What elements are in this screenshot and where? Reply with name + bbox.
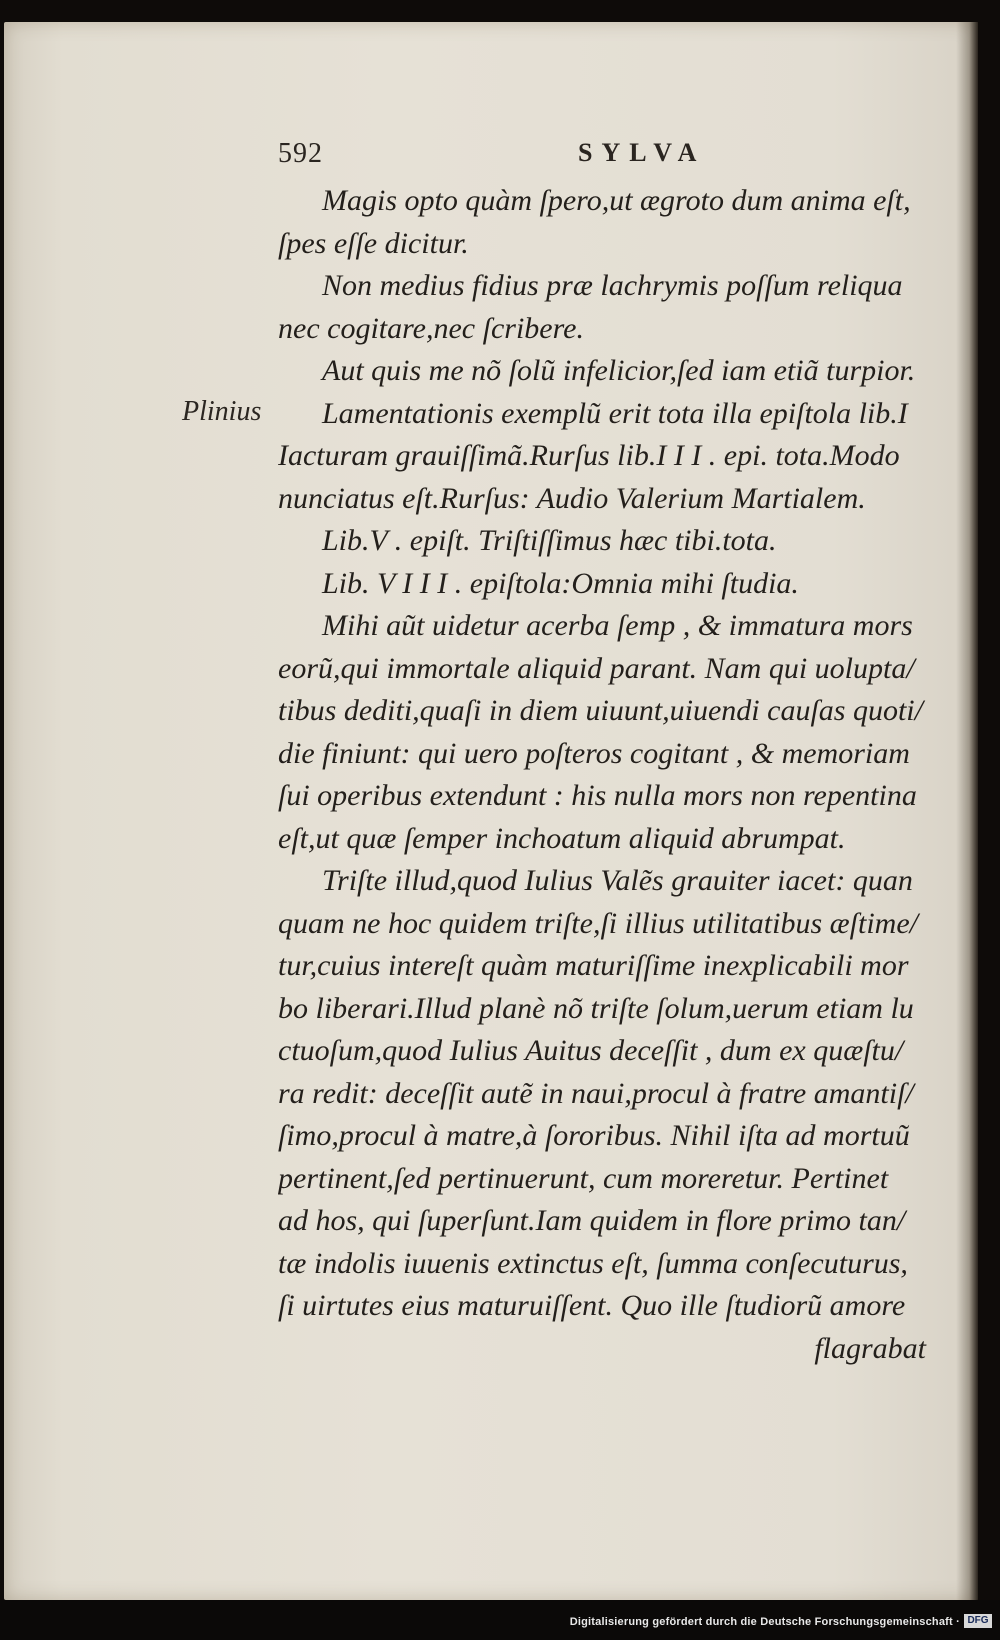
body-text [278, 180, 964, 1370]
text-line: Mihi aũt uidetur acerba ſemp , & immatura mors [322, 609, 913, 642]
footer-bar [0, 1600, 1000, 1640]
text-line: ſui operibus extendunt : his nulla mors non repentina [278, 779, 917, 812]
text-line: nec cogitare,nec ſcribere. [278, 311, 584, 345]
text-line: eſt,ut quæ ſemper inchoatum aliquid abrumpat. [278, 821, 846, 855]
dfg-logo: DFG [964, 1614, 992, 1628]
text-line: Non medius fidius præ lachrymis poſſum reliqua [322, 269, 903, 302]
text-line: nunciatus eſt.Rurſus: Audio Valerium Martialem. [278, 481, 866, 515]
text-line: Magis opto quàm ſpero,ut ægroto dum anima eſt, [322, 184, 911, 217]
text-line: Triſte illud,quod Iulius Valẽs grauiter iacet: quan [322, 864, 913, 897]
text-line: Iacturam grauiſſimã.Rurſus lib.I I I . epi. tota.Modo [278, 439, 900, 472]
text-line: eorũ,qui immortale aliquid parant. Nam qui uolupta/ [278, 651, 915, 685]
margin-note: Plinius [182, 396, 262, 427]
text-line: Lamentationis exemplũ erit tota illa epiſtola lib.I [322, 396, 908, 430]
running-head: SYLVA [578, 138, 706, 167]
text-line: pertinent,ſed pertinuerunt, cum moreretur. Pertinet [278, 1161, 889, 1195]
text-line: ſpes eſſe dicitur. [278, 226, 469, 260]
text-line: Lib.V . epiſt. Triſtiſſimus hæc tibi.tota. [322, 524, 777, 557]
text-line: die finiunt: qui uero poſteros cogitant , & memoriam [278, 736, 910, 770]
text-line: quam ne hoc quidem triſte,ſi illius utilitatibus æſtime/ [278, 906, 918, 940]
page-header [278, 138, 708, 174]
funding-credit: Digitalisierung gefördert durch die Deutsche Forschungsgemeinschaft · [569, 1616, 960, 1628]
text-line: ad hos, qui ſuperſunt.Iam quidem in flore primo tan/ [278, 1204, 906, 1237]
text-line: ſi uirtutes eius maturuiſſent. Quo ille ſtudiorũ amore [278, 1289, 906, 1322]
text-line: ſimo,procul à matre,à ſororibus. Nihil iſta ad mortuũ [278, 1119, 910, 1152]
text-line: bo liberari.Illud planè nõ triſte ſolum,uerum etiam lu [278, 991, 914, 1025]
catchword: flagrabat [814, 1331, 926, 1365]
text-line: tur,cuius intereſt quàm maturiſſime inexplicabili mor [278, 949, 909, 982]
page-number: 592 [278, 138, 323, 169]
text-line: ctuoſum,quod Iulius Auitus deceſſit , dum ex quæſtu/ [278, 1034, 904, 1067]
text-line: Lib. V I I I . epiſtola:Omnia mihi ſtudia. [322, 566, 799, 600]
text-line: tæ indolis iuuenis extinctus eſt, ſumma conſecuturus, [278, 1246, 908, 1280]
text-line: ra redit: deceſſit autẽ in naui,procul à fratre amantiſ/ [278, 1076, 914, 1110]
text-line: tibus dediti,quaſi in diem uiuunt,uiuendi cauſas quoti/ [278, 694, 923, 727]
text-line: Aut quis me nõ ſolũ infelicior,ſed iam etiã turpior. [322, 354, 916, 387]
